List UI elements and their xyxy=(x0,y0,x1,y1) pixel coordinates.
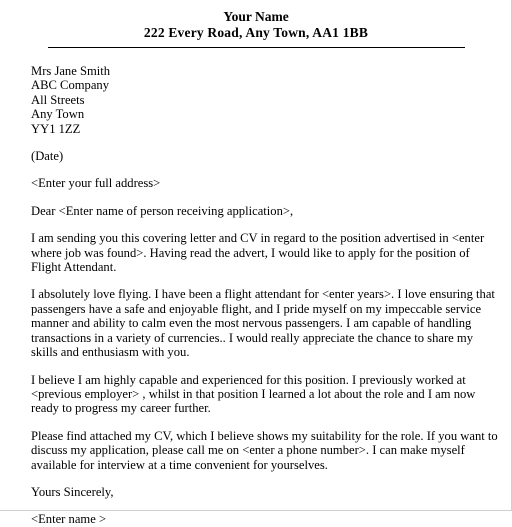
recipient-line: ABC Company xyxy=(31,78,110,93)
paragraph-closing: Please find attached my CV, which I believe shows my suitability for the role. If you want to discuss my application, please call me on <enter a phone number>. I can make myself available for interview at a time convenient for yourselves. xyxy=(31,428,498,472)
sender-name: Your Name xyxy=(223,9,289,24)
header-divider xyxy=(48,47,465,48)
salutation: Dear <Enter name of person receiving application>, xyxy=(31,203,294,218)
paragraph-intro: I am sending you this covering letter and CV in regard to the position advertised in <enter where job was found>. Having read the advert, I would like to apply for the position of Flight Attendant. xyxy=(31,231,485,275)
letter-body xyxy=(31,64,501,527)
closing: Yours Sincerely, xyxy=(31,484,114,499)
sender-address: 222 Every Road, Any Town, AA1 1BB xyxy=(143,25,369,40)
letter-date: (Date) xyxy=(31,149,64,164)
recipient-line: YY1 1ZZ xyxy=(31,121,81,136)
recipient-line: Mrs Jane Smith xyxy=(31,64,111,78)
recipient-line: All Streets xyxy=(31,92,85,107)
recipient-line: Any Town xyxy=(31,107,85,122)
paragraph-experience: I absolutely love flying. I have been a flight attendant for <enter years>. I love ensuring that passengers have a safe and enjoyable flight, and I pride myself on my impeccable service manner and ability to calm even the most nervous passengers. I am capable of handling transactions in a variety of currencies.. I would really appreciate the chance to share my skills and enthusiasm with you. xyxy=(31,287,495,360)
full-address-placeholder: <Enter your full address> xyxy=(31,176,161,191)
signature: <Enter name > xyxy=(31,512,107,527)
recipient-address xyxy=(31,64,501,136)
paragraph-capability: I believe I am highly capable and experienced for this position. I previously worked at <previous employer> , whilst in that position I learned a lot about the role and I am now ready to progress my career further. xyxy=(31,372,476,416)
